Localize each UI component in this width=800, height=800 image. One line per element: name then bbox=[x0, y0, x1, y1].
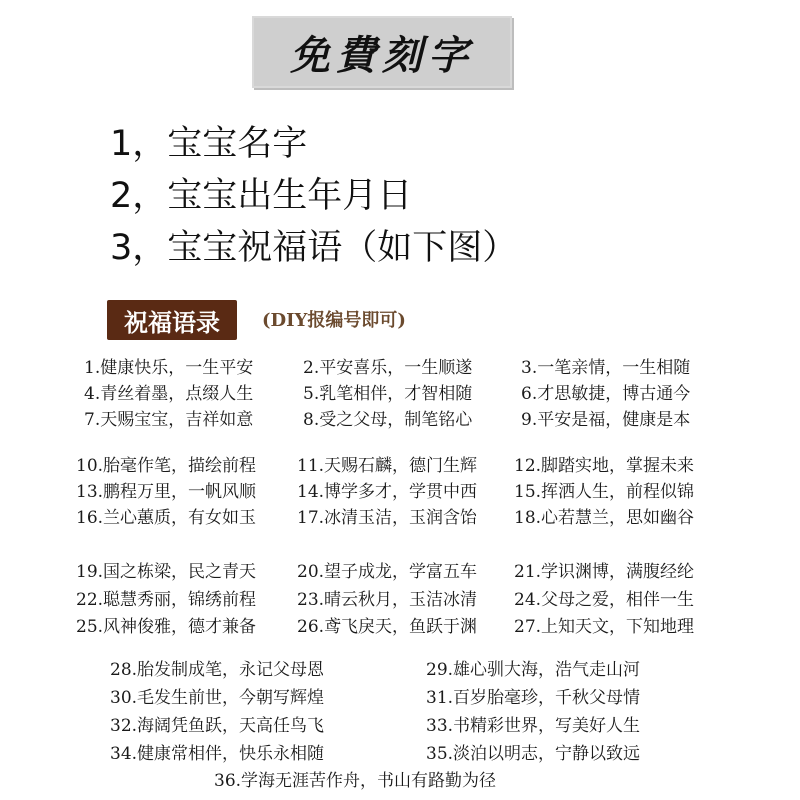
blessing-phrase: 11.天赐石麟，德门生辉 bbox=[297, 456, 478, 476]
blessing-phrase: 4.青丝着墨，点缀人生 bbox=[84, 384, 254, 404]
blessing-phrase: 33.书精彩世界，写美好人生 bbox=[426, 716, 641, 736]
blessing-phrase: 29.雄心驯大海，浩气走山河 bbox=[426, 660, 641, 680]
banner-title: 免費刻字 bbox=[290, 31, 474, 79]
blessing-phrase: 9.平安是福，健康是本 bbox=[521, 410, 691, 430]
blessing-phrase: 2.平安喜乐，一生顺遂 bbox=[303, 358, 473, 378]
blessings-note: (DIY报编号即可) bbox=[262, 310, 406, 331]
blessing-phrase: 7.天赐宝宝，吉祥如意 bbox=[84, 410, 254, 430]
blessing-phrase: 16.兰心蕙质，有女如玉 bbox=[76, 508, 257, 528]
blessing-phrase: 17.冰清玉洁，玉润含饴 bbox=[297, 508, 478, 528]
blessing-phrase: 28.胎发制成笔，永记父母恩 bbox=[110, 660, 325, 680]
blessing-phrase: 27.上知天文，下知地理 bbox=[514, 617, 695, 637]
blessing-phrase: 20.望子成龙，学富五车 bbox=[297, 562, 478, 582]
blessing-phrase: 34.健康常相伴，快乐永相随 bbox=[110, 744, 325, 764]
blessing-phrase: 8.受之父母，制笔铭心 bbox=[303, 410, 473, 430]
blessing-phrase: 23.晴云秋月，玉洁冰清 bbox=[297, 590, 478, 610]
blessing-phrase: 12.脚踏实地，掌握未来 bbox=[514, 456, 695, 476]
blessing-phrase: 6.才思敏捷，博古通今 bbox=[521, 384, 691, 404]
blessing-phrase: 32.海阔凭鱼跃，天高任鸟飞 bbox=[110, 716, 325, 736]
info-item-name: 1，宝宝名字 bbox=[110, 124, 308, 164]
title-banner bbox=[252, 16, 512, 88]
blessing-phrase: 25.风神俊雅，德才兼备 bbox=[76, 617, 257, 637]
blessing-phrase: 1.健康快乐，一生平安 bbox=[84, 358, 254, 378]
blessings-header: 祝福语录 bbox=[107, 300, 237, 340]
blessing-phrase: 24.父母之爱，相伴一生 bbox=[514, 590, 695, 610]
blessing-phrase: 14.博学多才，学贯中西 bbox=[297, 482, 478, 502]
info-item-birthdate: 2，宝宝出生年月日 bbox=[110, 176, 413, 216]
blessing-phrase: 3.一笔亲情，一生相随 bbox=[521, 358, 691, 378]
blessing-phrase: 5.乳笔相伴，才智相随 bbox=[303, 384, 473, 404]
blessing-phrase: 10.胎毫作笔，描绘前程 bbox=[76, 456, 257, 476]
info-item-blessing: 3，宝宝祝福语（如下图） bbox=[110, 228, 518, 268]
blessing-phrase: 15.挥洒人生，前程似锦 bbox=[514, 482, 695, 502]
blessing-phrase: 31.百岁胎毫珍，千秋父母情 bbox=[426, 688, 641, 708]
blessing-phrase: 26.鸢飞戾天，鱼跃于渊 bbox=[297, 617, 478, 637]
blessing-phrase: 30.毛发生前世，今朝写辉煌 bbox=[110, 688, 325, 708]
blessing-phrase: 13.鹏程万里，一帆风顺 bbox=[76, 482, 257, 502]
blessing-phrase: 18.心若慧兰，思如幽谷 bbox=[514, 508, 695, 528]
blessing-phrase: 22.聪慧秀丽，锦绣前程 bbox=[76, 590, 257, 610]
engraving-info-list bbox=[110, 124, 517, 280]
blessing-phrase: 36.学海无涯苦作舟，书山有路勤为径 bbox=[214, 771, 497, 791]
blessing-phrase: 21.学识渊博，满腹经纶 bbox=[514, 562, 695, 582]
blessing-phrase: 35.淡泊以明志，宁静以致远 bbox=[426, 744, 641, 764]
blessing-phrase: 19.国之栋梁，民之青天 bbox=[76, 562, 257, 582]
